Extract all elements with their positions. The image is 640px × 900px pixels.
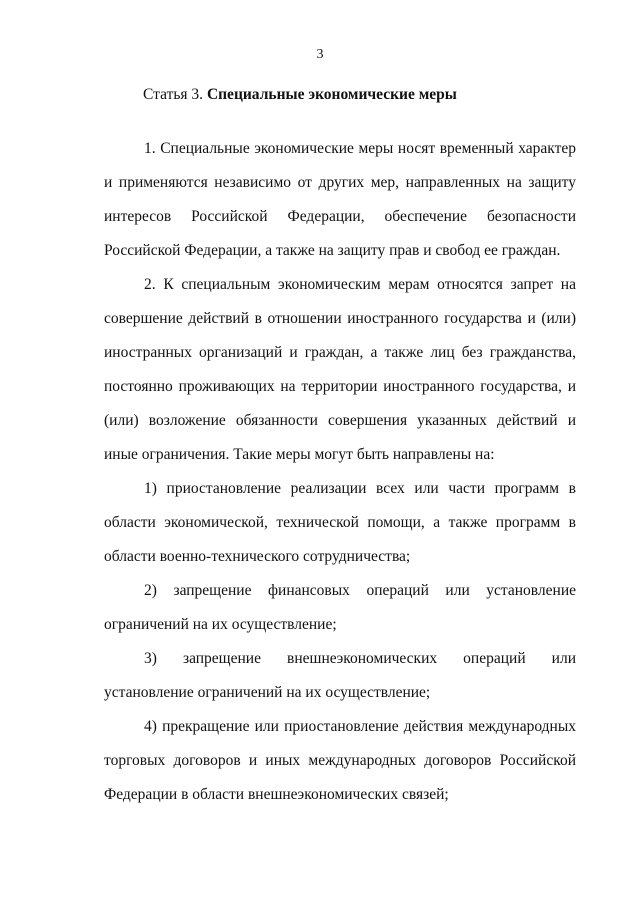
page-number: 3 <box>316 47 324 62</box>
list-item-3: 3) запрещение внешнеэкономических операций или установление ограничений на их осуществление; <box>104 650 576 701</box>
paragraph-2: 2. К специальным экономическим мерам относятся запрет на совершение действий в отношении иностранного государства и (или) иностранных организаций и граждан, а также лиц без гражданства, постоянно проживающих на территории иностранного государства, и (или) возложение обязанности совершения указанных действий и иные ограничения. Такие меры могут быть направлены на: <box>104 276 576 463</box>
article-body <box>104 132 576 812</box>
list-item-1: 1) приостановление реализации всех или части программ в области экономической, технической помощи, а также программ в области военно-технического сотрудничества; <box>104 480 576 565</box>
article-heading <box>143 85 457 105</box>
article-label: Статья 3. <box>143 86 204 103</box>
article-title: Специальные экономические меры <box>206 86 457 103</box>
paragraph-1: 1. Специальные экономические меры носят временный характер и применяются независимо от других мер, направленных на защиту интересов Российской Федерации, обеспечение безопасности Российской Федерации, а также на защиту прав и свобод ее граждан. <box>104 140 576 259</box>
list-item-4: 4) прекращение или приостановление действия международных торговых договоров и иных международных договоров Российской Федерации в области внешнеэкономических связей; <box>104 718 576 803</box>
list-item-2: 2) запрещение финансовых операций или установление ограничений на их осуществление; <box>104 582 576 633</box>
